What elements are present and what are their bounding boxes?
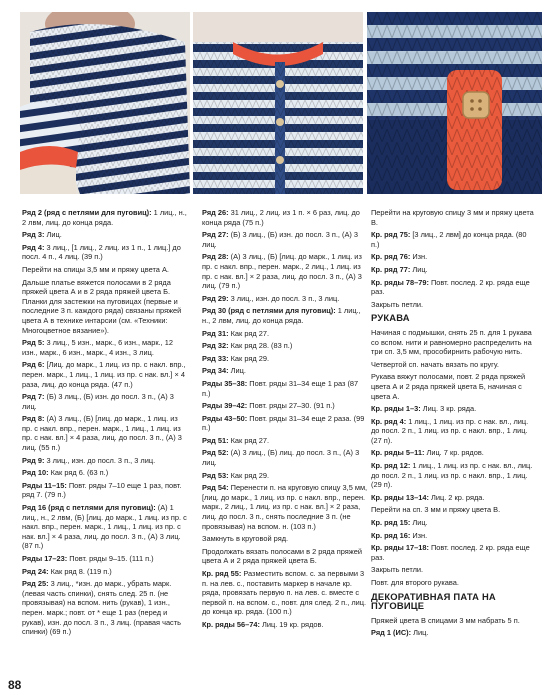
row-text: Перейти на спицы 3,5 мм и пряжу цвета А. — [22, 264, 169, 274]
instruction-line — [371, 518, 537, 528]
row-text: Повт. послед. 2 кр. ряда еще раз. — [371, 277, 530, 297]
row-label: Ряд 4: — [22, 242, 45, 252]
row-label: Кр. ряд 75: — [371, 230, 411, 240]
row-text: (А) 3 лиц., (Б) [лиц. до марк., 1 лиц. из пр. с накл. впр., перен. марк., 2 лиц., 1 лиц. из пр. с нак. вл.] × 2 раза, лиц. до посл. 3 п., (А) 3 лиц. (79 п.) — [202, 252, 362, 291]
text-column-3 — [371, 208, 537, 641]
section-heading: РУКАВА — [371, 312, 410, 324]
section-heading: ДЕКОРАТИВНАЯ ПАТА НА ПУГОВИЦЕ — [371, 590, 496, 612]
row-label: Ряд 33: — [202, 353, 229, 363]
row-label: Ряд 27: — [202, 230, 229, 240]
instruction-line — [371, 278, 537, 297]
photo-strip — [0, 12, 558, 194]
instruction-line — [202, 329, 368, 339]
row-label: Ряд 6: — [22, 360, 45, 370]
row-text: (А) 3 лиц., (Б) [лиц. до марк., 1 лиц. из пр. с накл. впр., перен. марк., 1 лиц., 1 лиц. из пр. с нак. вл.] × 4 раза, лиц. до посл. 3 п., (А) 3 лиц. (55 п.) — [22, 414, 182, 453]
instruction-line — [371, 531, 537, 541]
row-text: 3 лиц., *изн. до марк., убрать марк. (левая часть спинки), снять след. 25 п. (не провязывая) на вспом. нить (рукав), 1 изн., перен. марк.; повт. от * еще 1 раз (перед и рукав), изн. до посл. 3 п., 3 лиц. (правая часть спинки) (69 п.) — [22, 579, 181, 637]
row-label: Ряд 30 (ряд с петлями для пуговиц): — [202, 306, 336, 316]
instruction-line — [22, 360, 188, 389]
row-text: Перейти на сп. 3 мм и пряжу цвета В. — [371, 505, 501, 515]
row-text: Продолжать вязать полосами в 2 ряда пряжей цвета А и 2 ряда пряжей цвета Б. — [202, 546, 362, 566]
row-text: Повт. для второго рукава. — [371, 578, 459, 587]
instruction-line — [371, 417, 537, 446]
row-text: (А) 3 лиц., (Б) лиц. до посл. 3 п., (А) 3 лиц. — [202, 448, 360, 468]
row-label: Ряды 35–38: — [202, 378, 248, 388]
row-text: Лиц. 19 кр. рядов. — [259, 619, 324, 629]
instruction-line — [202, 294, 368, 304]
row-label: Ряд 51: — [202, 435, 229, 445]
row-text: 1 лиц., н., 2 лвм, лиц. до конца ряда. — [202, 306, 361, 325]
row-label: Ряд 5: — [22, 338, 45, 348]
instruction-line — [371, 208, 537, 227]
instruction-line — [371, 252, 537, 262]
instruction-line — [371, 448, 537, 458]
row-label: Кр. ряд 77: — [371, 264, 411, 274]
instruction-line — [202, 569, 368, 617]
row-label: Кр. ряды 5–11: — [371, 448, 425, 458]
instruction-line — [202, 483, 368, 531]
row-label: Ряд 53: — [202, 470, 229, 480]
row-text: Повт. ряды 31–34 еще 1 раз (87 п.) — [202, 378, 359, 398]
row-text: Лиц. — [410, 518, 428, 528]
row-text: 1 лиц., 1 лиц. из пр. с нак. вл., лиц. до посл. 2 п., 1 лиц. из пр. с накл. впр., 1 лиц. (27 п). — [371, 416, 529, 445]
row-label: Ряд 8: — [22, 414, 45, 424]
row-label: Кр. ряды 1–3: — [371, 404, 421, 414]
row-text: (Б) 3 лиц., (Б) изн. до посл. 3 п., (А) 3 лиц. — [22, 392, 174, 411]
instruction-line — [371, 628, 537, 638]
row-text: Повт. послед. 2 кр. ряда еще раз. — [371, 543, 530, 562]
instruction-line — [22, 567, 188, 577]
instruction-line — [202, 230, 368, 249]
row-text: Лиц. 2 кр. ряда. — [428, 492, 485, 502]
instruction-line — [22, 338, 188, 357]
row-label: Ряд 1 (ИС): — [371, 628, 412, 638]
row-text: Изн. — [410, 530, 428, 540]
instruction-line — [22, 278, 188, 336]
row-text: Как ряд 29. — [228, 353, 270, 363]
row-text: Лиц. — [410, 264, 428, 274]
row-label: Ряды 39–42: — [202, 401, 248, 411]
instruction-line — [22, 579, 188, 637]
row-text: (А) 1 лиц., н., 2 лвм, (Б) [лиц. до марк., 1 лиц. из пр. с накл. впр., перен. марк., 1 лиц., 1 лиц. из пр. с нак. вл.] × 4 раза, лиц. до посл. 3 п., (А) 3 лиц. (87 п.) — [22, 503, 187, 551]
instruction-line — [371, 578, 537, 588]
instruction-line — [22, 554, 188, 564]
instruction-line — [22, 208, 188, 227]
instruction-line — [371, 404, 537, 414]
instruction-line — [371, 505, 537, 515]
row-text: Повт. ряды 31–34 еще 2 раза. (99 п.) — [202, 413, 365, 433]
instruction-line — [22, 414, 188, 452]
row-text: Лиц. 7 кр. рядов. — [424, 448, 484, 458]
instruction-line — [22, 456, 188, 466]
row-text: [3 лиц., 2 лвм] до конца ряда. (80 п.) — [371, 230, 527, 249]
instruction-line — [371, 372, 537, 401]
row-label: Ряд 52: — [202, 448, 229, 458]
row-label: Кр. ряд 12: — [371, 461, 411, 471]
instruction-line — [202, 379, 368, 398]
row-label: Кр. ряды 78–79: — [371, 277, 429, 287]
instruction-line — [202, 354, 368, 364]
row-text: Лиц. — [228, 366, 246, 376]
instruction-line — [202, 366, 368, 376]
row-text: Закрыть петли. — [371, 565, 424, 575]
instruction-line — [202, 448, 368, 467]
instruction-line — [202, 252, 368, 290]
row-label: Ряд 54: — [202, 483, 229, 493]
row-label: Кр. ряд 76: — [371, 252, 411, 262]
instruction-line — [22, 230, 188, 240]
dress-sleeve-photo — [20, 12, 190, 194]
instruction-line — [371, 265, 537, 275]
instruction-line — [22, 265, 188, 275]
row-text: Закрыть петли. — [371, 299, 424, 309]
instruction-line — [202, 620, 368, 630]
row-text: Изн. — [410, 252, 428, 262]
row-label: Кр. ряд 16: — [371, 530, 411, 540]
row-text: 1 лиц., 1 лиц. из пр. с нак. вл., лиц. до посл. 2 п., 1 лиц. из пр. с накл. впр., 1 лиц. (29 п). — [371, 461, 533, 490]
row-label: Ряд 2 (ряд с петлями для пуговиц): — [22, 208, 152, 217]
instruction-line — [22, 503, 188, 551]
row-label: Кр. ряды 13–14: — [371, 492, 429, 502]
instruction-line — [22, 243, 188, 262]
row-text: Как ряд 27. — [228, 328, 270, 338]
row-text: (Б) 3 лиц., (Б) изн. до посл. 3 п., (А) 3 лиц. — [202, 230, 359, 249]
row-text: Как ряд 8. (119 п.) — [48, 566, 112, 576]
row-text: Как ряд 29. — [228, 470, 270, 480]
row-label: Кр. ряд 55: — [202, 569, 242, 578]
instruction-line — [202, 534, 368, 544]
row-text: Разместить вспом. с. за первыми 3 п. на лев. с., поставить маркер в начале кр. ряда, провязать первую п. на лев. с. вместе с первой п. на вспом. с., повт. для след. 2 п., лиц. до конца кр. ряда. (100 п.) — [202, 569, 367, 617]
row-text: Как ряд 28. (83 п.) — [228, 341, 293, 351]
text-column-1 — [22, 208, 188, 640]
instruction-line — [371, 230, 537, 249]
row-text: Повт. ряды 27–30. (91 п.) — [247, 401, 335, 411]
row-label: Ряды 11–15: — [22, 480, 67, 490]
instruction-line — [371, 543, 537, 562]
row-label: Ряд 34: — [202, 366, 229, 376]
instruction-line — [371, 461, 537, 490]
row-label: Ряд 7: — [22, 392, 45, 402]
row-text: Рукава вяжут полосами, повт. 2 ряда пряжей цвета А и 2 ряда пряжей цвета Б, начиная с цвета А. — [371, 372, 526, 401]
row-text: 3 лиц., [1 лиц., 2 лиц. из 1 п., 1 лиц.] до посл. 4 п., 4 лиц. (39 п.) — [22, 242, 181, 262]
row-label: Ряды 17–23: — [22, 554, 68, 563]
row-text: Дальше платье вяжется полосами в 2 ряда пряжей цвета А и в 2 ряда пряжей цвета Б. Планки для застежки на пуговицах (первые и последние 3 п. каждого ряда) связаны пряжей цвета А в технике интарсии (см. «Техники: Многоцветное вязание»). — [22, 277, 182, 335]
row-label: Ряд 31: — [202, 328, 229, 338]
row-text: Как ряд 27. — [228, 435, 270, 445]
instruction-line — [202, 471, 368, 481]
row-label: Ряд 26: — [202, 208, 229, 217]
instruction-line — [202, 401, 368, 411]
button-tab-photo — [367, 12, 542, 194]
row-text: Пряжей цвета В спицами 3 мм набрать 5 п. — [371, 615, 520, 625]
instruction-line — [202, 547, 368, 566]
instruction-line — [202, 436, 368, 446]
instruction-line — [202, 414, 368, 433]
row-label: Ряд 32: — [202, 341, 229, 351]
text-column-2 — [202, 208, 368, 633]
row-text: Как ряд 6. (63 п.) — [48, 468, 109, 478]
instruction-line — [371, 565, 537, 575]
row-label: Ряд 16 (ряд с петлями для пуговиц): — [22, 503, 156, 513]
dress-placket-photo — [193, 12, 363, 194]
row-label: Ряд 9: — [22, 455, 45, 465]
instruction-line — [371, 360, 537, 370]
instruction-line — [202, 208, 368, 227]
row-label: Ряд 29: — [202, 293, 229, 303]
row-text: Перенести п. на круговую спицу 3,5 мм, [лиц. до марк., 1 лиц. из пр. с накл. впр., перен. марк., 2 лиц., 1 лиц. из пр. с нак. вл.] × 2 раза, лиц. до посл. 3 п., снять последние 3 п. (не провязывая) на вспом. н. (103 п.) — [202, 483, 368, 531]
row-label: Кр. ряд 15: — [371, 518, 411, 528]
row-label: Ряды 43–50: — [202, 413, 248, 423]
row-text: Лиц. — [44, 230, 62, 240]
row-text: [Лиц. до марк., 1 лиц. из пр. с накл. впр., перен. марк., 1 лиц., 1 лиц. из пр. с нак. вл.] × 4 раза, лиц. до конца ряда. (47 п.) — [22, 360, 186, 389]
row-label: Ряд 25: — [22, 579, 49, 589]
instruction-line — [371, 616, 537, 626]
row-label: Кр. ряды 56–74: — [202, 619, 260, 629]
row-label: Кр. ряды 17–18: — [371, 543, 429, 553]
instruction-line — [371, 300, 537, 310]
row-label: Ряд 28: — [202, 252, 229, 262]
row-text: 3 лиц., 5 изн., марк., 6 изн., марк., 12 изн., марк., 6 изн., марк., 4 изн., 3 лиц. — [22, 338, 173, 357]
row-text: 31 лиц., 2 лиц. из 1 п. × 6 раз, лиц. до конца ряда (75 п.) — [202, 208, 360, 227]
row-text: Четвертой сп. начать вязать по кругу. — [371, 359, 499, 369]
row-label: Ряд 24: — [22, 566, 49, 576]
row-text: Лиц. 3 кр. ряда. — [420, 404, 477, 414]
row-text: 3 лиц., изн. до посл. 3 п., 3 лиц. — [44, 455, 156, 465]
instruction-line — [202, 341, 368, 351]
row-text: Замкнуть в круговой ряд. — [202, 534, 289, 544]
row-text: Повт. ряды 7–10 еще 1 раз, повт. ряд 7. (79 п.) — [22, 480, 182, 500]
instruction-line — [22, 481, 188, 500]
row-text: Начиная с подмышки, снять 25 п. для 1 рукава со вспом. нити и равномерно распределить на три сп. 3,5 мм, прособирнить рабочую нить. — [371, 327, 532, 357]
instruction-line — [22, 468, 188, 478]
row-label: Кр. ряд 4: — [371, 416, 407, 426]
row-text: 1 лиц., н., 2 лвм, лиц. до конца ряда. — [22, 208, 187, 227]
page-number: 88 — [8, 678, 22, 692]
row-text: Повт. ряды 9–15. (111 п.) — [67, 554, 154, 563]
instruction-line — [22, 392, 188, 411]
row-text: 3 лиц., изн. до посл. 3 п., 3 лиц. — [228, 293, 340, 303]
row-label: Ряд 10: — [22, 468, 49, 478]
instruction-line — [371, 493, 537, 503]
instruction-line — [371, 328, 537, 357]
row-text: Лиц. — [411, 628, 429, 638]
instruction-line — [202, 306, 368, 325]
row-text: Перейти на круговую спицу 3 мм и пряжу цвета В. — [371, 208, 534, 227]
row-label: Ряд 3: — [22, 230, 45, 240]
